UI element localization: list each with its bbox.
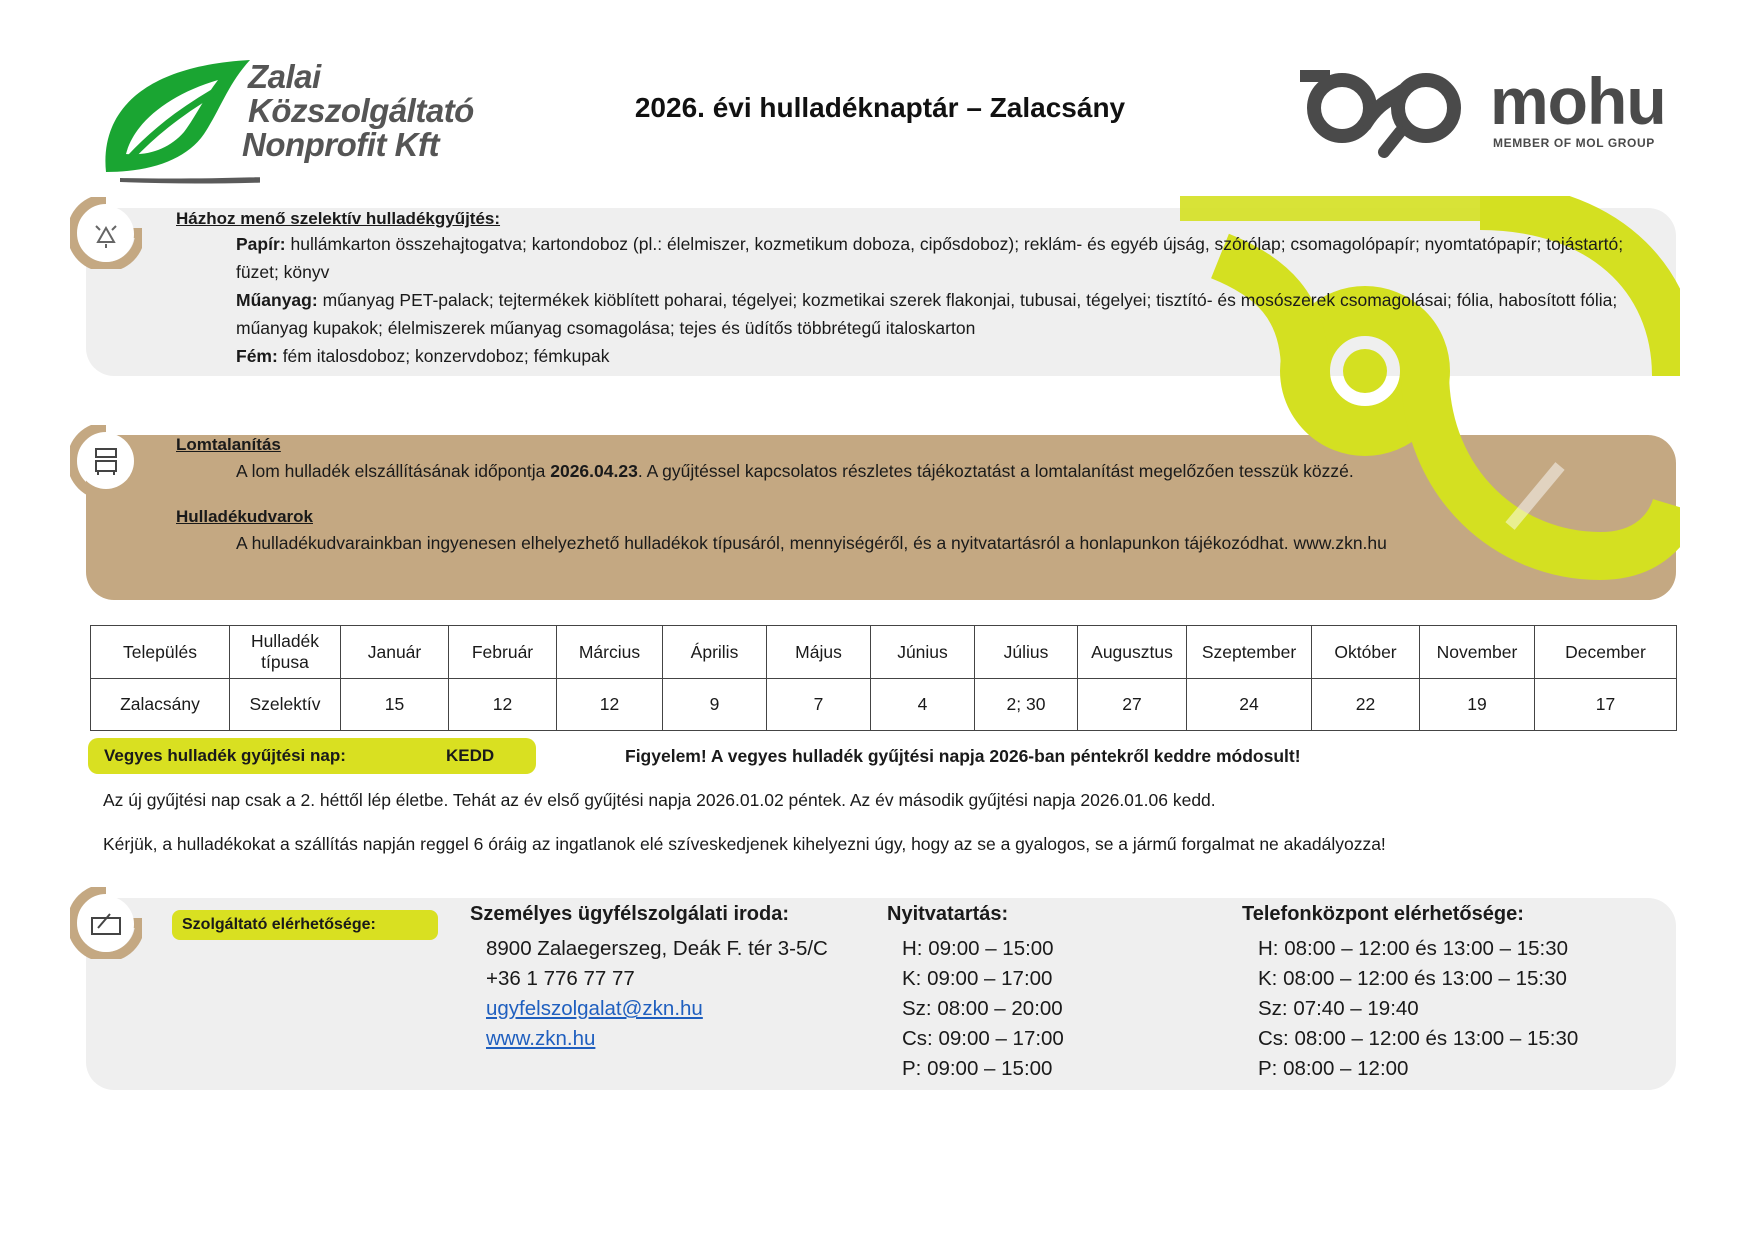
table-header: November <box>1420 626 1535 679</box>
mixed-waste-label: Vegyes hulladék gyűjtési nap: <box>104 746 346 765</box>
paper-label: Papír: <box>236 234 286 254</box>
phone-title: Telefonközpont elérhetősége: <box>1242 903 1524 925</box>
logo-line-3: Nonprofit Kft <box>242 126 439 163</box>
phone-hours-line: Sz: 07:40 – 19:40 <box>1258 997 1419 1020</box>
office-details <box>486 934 828 1054</box>
furniture-icon <box>78 433 134 489</box>
hours-line: Sz: 08:00 – 20:00 <box>902 997 1063 1020</box>
table-cell: 27 <box>1078 679 1187 731</box>
hours-line: K: 09:00 – 17:00 <box>902 967 1053 990</box>
bulky-title: Lomtalanítás <box>176 435 281 454</box>
selective-metal <box>236 342 1646 370</box>
table-header: Település <box>91 626 230 679</box>
selective-plastic <box>236 286 1646 342</box>
phone-hours-line: Cs: 08:00 – 12:00 és 13:00 – 15:30 <box>1258 1027 1579 1050</box>
yards-title: Hulladékudvarok <box>176 507 313 526</box>
recycle-icon <box>78 206 134 262</box>
selective-title: Házhoz menő szelektív hulladékgyűjtés: <box>176 209 501 228</box>
mohu-logo <box>1300 64 1680 160</box>
phone-hours-line: K: 08:00 – 12:00 és 13:00 – 15:30 <box>1258 967 1567 990</box>
hours-title: Nyitvatartás: <box>887 903 1009 925</box>
mohu-infinity-icon <box>1300 70 1480 160</box>
table-header: Április <box>663 626 767 679</box>
table-header: Július <box>975 626 1078 679</box>
table-cell: Zalacsány <box>91 679 230 731</box>
table-cell: 9 <box>663 679 767 731</box>
table-header-row <box>91 626 1677 679</box>
table-header: Február <box>449 626 557 679</box>
hours-list <box>902 934 1064 1084</box>
table-header: Január <box>341 626 449 679</box>
paper-text: hullámkarton összehajtogatva; kartondoboz (pl.: élelmiszer, kozmetikum doboza, cipősdoboz); reklám- és egyéb újság, szórólap; csomagolópapír; nyomtatópapír; tojástartó; füzet; könyv <box>236 234 1624 282</box>
contact-label-badge <box>172 910 438 940</box>
mohu-tagline: MEMBER OF MOL GROUP <box>1493 136 1655 150</box>
selective-paper <box>236 230 1646 286</box>
table-cell: 17 <box>1535 679 1677 731</box>
table-header: Hulladék típusa <box>230 626 341 679</box>
mohu-wordmark: mohu <box>1490 64 1666 138</box>
company-logo <box>100 50 480 180</box>
table-cell: 15 <box>341 679 449 731</box>
hours-line: Cs: 09:00 – 17:00 <box>902 1027 1064 1050</box>
table-cell: 19 <box>1420 679 1535 731</box>
logo-line-1: Zalai <box>248 58 321 95</box>
contact-card-icon <box>78 896 134 952</box>
mixed-waste-day: KEDD <box>446 746 495 765</box>
bulky-date: 2026.04.23 <box>550 461 638 481</box>
yards-text: A hulladékudvarainkban ingyenesen elhelyezhető hulladékok típusáról, mennyiségéről, és a nyitvatartásról a honlapunkon tájékozódhat. www.zkn.hu <box>236 533 1387 553</box>
collection-note: Az új gyűjtési nap csak a 2. héttől lép életbe. Tehát az év első gyűjtési napja 2026.01.02 péntek. Az év második gyűjtési napja 2026.01.06 kedd. <box>103 790 1216 810</box>
phone-hours-line: P: 08:00 – 12:00 <box>1258 1057 1409 1080</box>
placement-note: Kérjük, a hulladékokat a szállítás napján reggel 6 óráig az ingatlanok elé szíveskedjenek kihelyezni úgy, hogy az se a gyalogos, se a jármű forgalmat ne akadályozza! <box>103 834 1386 854</box>
hours-line: P: 09:00 – 15:00 <box>902 1057 1053 1080</box>
contact-label: Szolgáltató elérhetősége: <box>182 916 376 933</box>
table-cell: 4 <box>871 679 975 731</box>
schedule-table <box>90 625 1677 731</box>
green-leaf-icon <box>100 54 260 184</box>
table-cell: 12 <box>449 679 557 731</box>
table-cell: 2; 30 <box>975 679 1078 731</box>
table-header: Szeptember <box>1187 626 1312 679</box>
office-phone: +36 1 776 77 77 <box>486 967 635 990</box>
table-row <box>91 679 1677 731</box>
bulky-text <box>236 457 1636 485</box>
table-header: Március <box>557 626 663 679</box>
office-web-link[interactable]: www.zkn.hu <box>486 1027 596 1050</box>
table-cell: 24 <box>1187 679 1312 731</box>
office-address: 8900 Zalaegerszeg, Deák F. tér 3-5/C <box>486 937 828 960</box>
table-cell: 12 <box>557 679 663 731</box>
phone-hours-list <box>1258 934 1578 1084</box>
table-header: Augusztus <box>1078 626 1187 679</box>
hours-line: H: 09:00 – 15:00 <box>902 937 1054 960</box>
bulky-text-after: . A gyűjtéssel kapcsolatos részletes tájékoztatást a lomtalanítást megelőzően tesszük közzé. <box>637 461 1354 481</box>
mixed-waste-badge <box>88 738 536 774</box>
table-cell: 22 <box>1312 679 1420 731</box>
office-email-link[interactable]: ugyfelszolgalat@zkn.hu <box>486 997 703 1020</box>
table-header: Október <box>1312 626 1420 679</box>
plastic-label: Műanyag: <box>236 290 318 310</box>
phone-hours-line: H: 08:00 – 12:00 és 13:00 – 15:30 <box>1258 937 1569 960</box>
page-title: 2026. évi hulladéknaptár – Zalacsány <box>634 92 1126 123</box>
table-cell: Szelektív <box>230 679 341 731</box>
table-cell: 7 <box>767 679 871 731</box>
table-header: Május <box>767 626 871 679</box>
bulky-text-before: A lom hulladék elszállításának időpontja <box>236 461 551 481</box>
warning-text: Figyelem! A vegyes hulladék gyűjtési napja 2026-ban péntekről keddre módosult! <box>625 746 1301 766</box>
metal-label: Fém: <box>236 346 278 366</box>
table-header: December <box>1535 626 1677 679</box>
plastic-text: műanyag PET-palack; tejtermékek kiöblített poharai, tégelyei; kozmetikai szerek flakonjai, tubusai, tégelyei; tisztító- és mosószerek csomagolásai; fólia, habosított fólia; műanyag kupakok; élelmiszerek műanyag csomagolása; tejes és üdítős többrétegű italoskarton <box>236 290 1618 338</box>
logo-line-2: Közszolgáltató <box>248 92 474 129</box>
office-title: Személyes ügyfélszolgálati iroda: <box>470 903 789 925</box>
table-header: Június <box>871 626 975 679</box>
metal-text: fém italosdoboz; konzervdoboz; fémkupak <box>282 346 610 366</box>
